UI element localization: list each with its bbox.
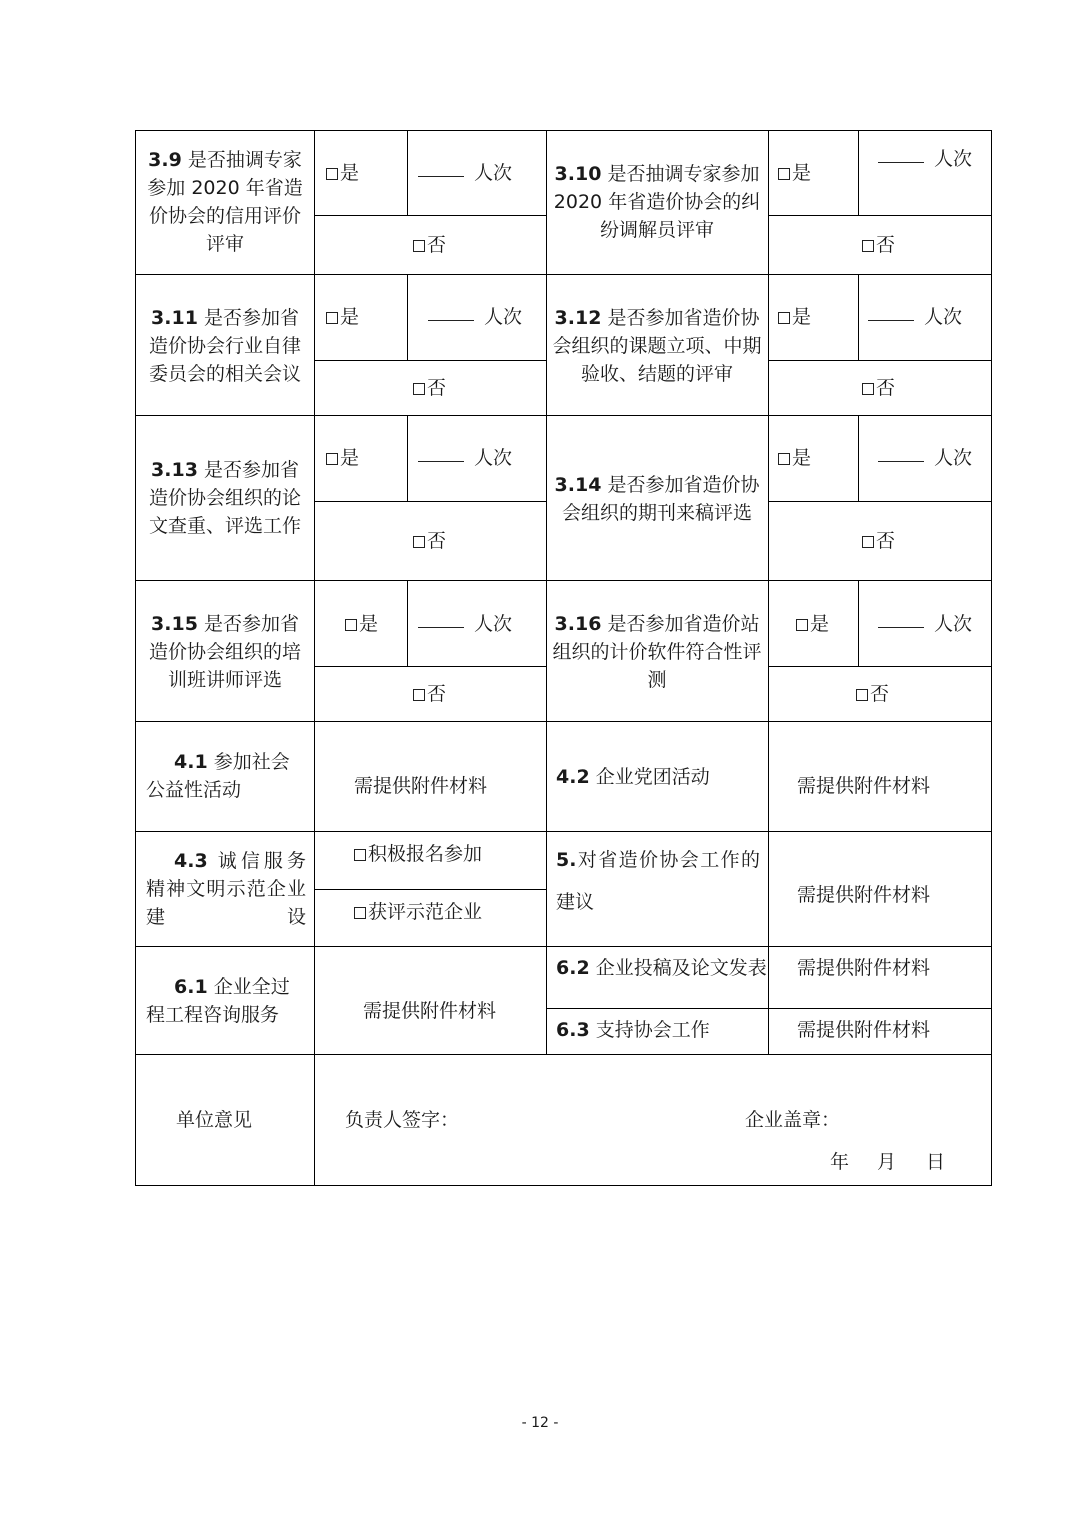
- item-3-16-count[interactable]: 人次: [878, 610, 972, 638]
- item-3-12-count[interactable]: 人次: [868, 303, 962, 331]
- item-3-12-yes-option[interactable]: 是: [778, 303, 811, 331]
- checkbox-icon: [778, 168, 790, 180]
- checkbox-icon: [862, 536, 874, 548]
- item-4-3-label: 4.3 诚信服务精神文明示范企业建设: [146, 850, 306, 928]
- checkbox-icon: [413, 240, 425, 252]
- item-3-10-yes-option[interactable]: 是: [778, 159, 811, 187]
- item-5-attachment-note: 需提供附件材料: [797, 884, 931, 906]
- item-3-15-label: 3.15 是否参加省造价协会组织的培训班讲师评选: [148, 613, 301, 691]
- item-3-13-yes-option[interactable]: 是: [326, 444, 359, 472]
- item-3-9-yes-option[interactable]: 是: [326, 159, 359, 187]
- checkbox-icon: [345, 619, 357, 631]
- item-3-14-no-option[interactable]: 否: [862, 527, 895, 555]
- checkbox-icon: [326, 168, 338, 180]
- item-3-14-count[interactable]: 人次: [878, 444, 972, 472]
- item-3-16-no-option[interactable]: 否: [856, 680, 889, 708]
- item-3-9-no-option[interactable]: 否: [413, 231, 446, 259]
- item-3-15-count[interactable]: 人次: [418, 610, 512, 638]
- checkbox-icon: [413, 536, 425, 548]
- checkbox-icon: [856, 689, 868, 701]
- item-6-2-attachment-note: 需提供附件材料: [797, 957, 931, 979]
- date-year: 年: [830, 1151, 850, 1173]
- item-3-16-label: 3.16 是否参加省造价站组织的计价软件符合性评测: [552, 613, 762, 691]
- checkbox-icon: [354, 907, 366, 919]
- item-3-13-count[interactable]: 人次: [418, 444, 512, 472]
- item-3-16-yes-option[interactable]: 是: [796, 610, 829, 638]
- item-3-13-label: 3.13 是否参加省造价协会组织的论文查重、评选工作: [148, 459, 301, 537]
- item-5-label: 5.对省造价协会工作的建议: [556, 849, 760, 913]
- item-3-10-label: 3.10 是否抽调专家参加 2020 年省造价协会的纠纷调解员评审: [553, 163, 761, 241]
- item-3-12-label: 3.12 是否参加省造价协会组织的课题立项、中期验收、结题的评审: [552, 307, 762, 385]
- seal-field[interactable]: 企业盖章：: [745, 1109, 841, 1131]
- checkbox-icon: [862, 240, 874, 252]
- item-4-2-attachment-note: 需提供附件材料: [797, 775, 931, 797]
- checkbox-icon: [778, 312, 790, 324]
- item-3-10-no-option[interactable]: 否: [862, 231, 895, 259]
- item-6-1-label: 6.1 企业全过程工程咨询服务: [146, 976, 290, 1026]
- item-3-14-label: 3.14 是否参加省造价协会组织的期刊来稿评选: [554, 474, 760, 524]
- signature-field[interactable]: 负责人签字：: [345, 1109, 460, 1131]
- page-number: - 12 -: [521, 1415, 559, 1431]
- item-3-12-no-option[interactable]: 否: [862, 374, 895, 402]
- item-3-11-count[interactable]: 人次: [428, 303, 522, 331]
- checkbox-icon: [326, 453, 338, 465]
- date-day: 日: [926, 1151, 946, 1173]
- unit-opinion-label: 单位意见: [176, 1109, 253, 1131]
- item-4-2-label: 4.2 企业党团活动: [556, 766, 710, 788]
- checkbox-icon: [354, 849, 366, 861]
- item-4-1-attachment-note: 需提供附件材料: [354, 775, 488, 797]
- item-3-11-no-option[interactable]: 否: [413, 374, 446, 402]
- item-3-15-yes-option[interactable]: 是: [345, 610, 378, 638]
- item-3-14-yes-option[interactable]: 是: [778, 444, 811, 472]
- item-6-1-attachment-note: 需提供附件材料: [363, 1000, 497, 1022]
- item-4-3-option-signup[interactable]: 积极报名参加: [354, 840, 482, 868]
- checkbox-icon: [796, 619, 808, 631]
- item-3-9-count[interactable]: 人次: [418, 159, 512, 187]
- checkbox-icon: [413, 689, 425, 701]
- item-3-11-label: 3.11 是否参加省造价协会行业自律委员会的相关会议: [148, 307, 301, 385]
- item-4-3-option-awarded[interactable]: 获评示范企业: [354, 898, 482, 926]
- checkbox-icon: [862, 383, 874, 395]
- checkbox-icon: [778, 453, 790, 465]
- item-6-3-label: 6.3 支持协会工作: [556, 1019, 710, 1041]
- item-3-11-yes-option[interactable]: 是: [326, 303, 359, 331]
- item-3-9-label: 3.9 是否抽调专家参加 2020 年省造价协会的信用评价评审: [147, 149, 303, 255]
- checkbox-icon: [413, 383, 425, 395]
- item-6-2-label: 6.2 企业投稿及论文发表: [556, 957, 767, 979]
- item-3-10-count[interactable]: 人次: [878, 145, 972, 173]
- item-4-1-label: 4.1 参加社会公益性活动: [146, 751, 290, 801]
- item-3-13-no-option[interactable]: 否: [413, 527, 446, 555]
- date-month: 月: [877, 1151, 897, 1173]
- item-3-15-no-option[interactable]: 否: [413, 680, 446, 708]
- item-6-3-attachment-note: 需提供附件材料: [797, 1019, 931, 1041]
- checkbox-icon: [326, 312, 338, 324]
